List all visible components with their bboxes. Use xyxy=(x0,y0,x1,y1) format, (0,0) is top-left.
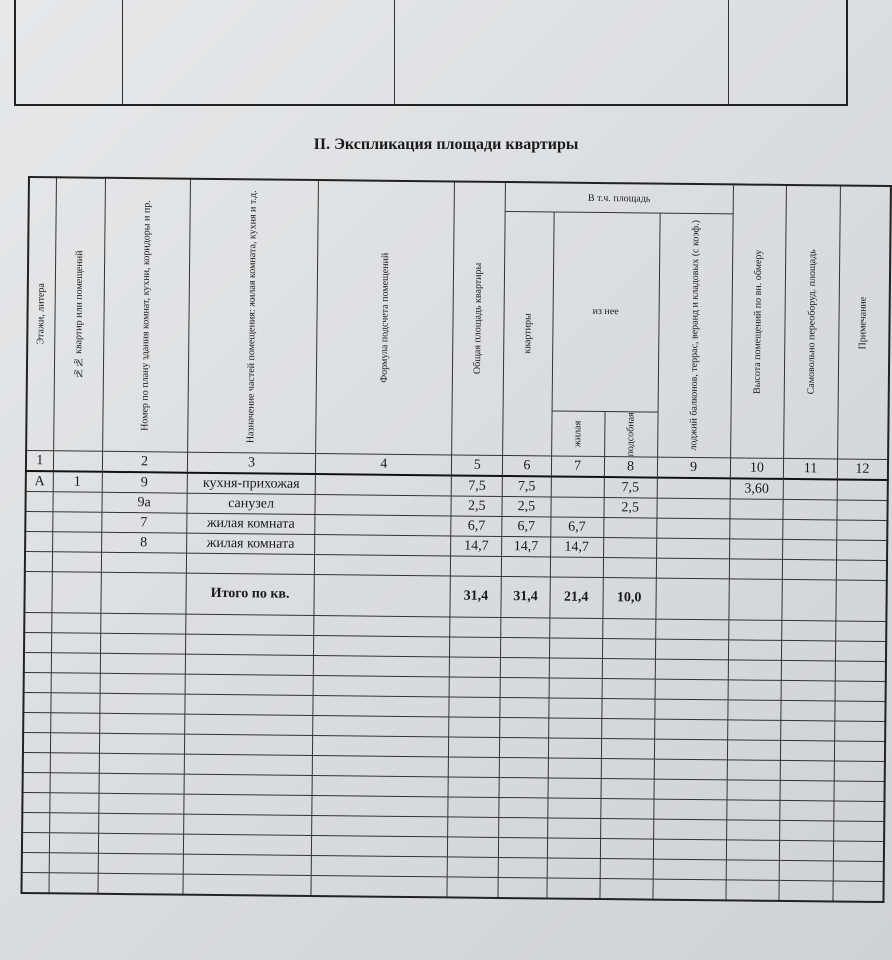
col-num: 5 xyxy=(452,455,503,476)
total-label: Итого по кв. xyxy=(185,573,314,615)
col-num: 7 xyxy=(551,456,604,477)
total-area: 31,4 xyxy=(450,576,501,618)
header-note: Примечание xyxy=(857,296,870,350)
header-formula: Формула подсчета помещений xyxy=(378,252,392,383)
cell-no: 8 xyxy=(101,532,186,553)
col-num: 9 xyxy=(657,457,730,478)
cell-name: жилая комната xyxy=(186,533,315,554)
cell-height xyxy=(729,519,783,540)
cell-apt xyxy=(53,492,102,513)
header-loggia: лоджий балконов, террас, веранд и кладовых (с коэф.) xyxy=(687,220,702,451)
col-num: 2 xyxy=(102,451,187,472)
cell-flat: 7,5 xyxy=(502,476,551,497)
cell-living: 6,7 xyxy=(550,517,603,538)
col-num: 12 xyxy=(837,459,888,480)
header-subgroup: из нее xyxy=(552,212,660,412)
cell-total: 14,7 xyxy=(451,536,502,557)
header-total-area: Общая площадь квартиры xyxy=(472,262,485,375)
cell-total: 6,7 xyxy=(451,516,502,537)
cell-floor xyxy=(25,531,52,551)
cell-height xyxy=(729,499,783,520)
cell-no: 9 xyxy=(102,472,187,493)
cell-total: 2,5 xyxy=(451,496,502,517)
cell-floor xyxy=(25,491,52,511)
header-height: Высота помещений по вн. обмеру xyxy=(751,249,765,394)
explication-table xyxy=(20,176,891,903)
cell-name: санузел xyxy=(186,493,315,514)
col-num: 4 xyxy=(316,454,452,476)
col-num: 3 xyxy=(187,452,316,474)
cell-flat: 2,5 xyxy=(502,496,551,517)
cell-floor xyxy=(25,511,52,531)
header-plan-number: Номер по плану здания комнат, кухни, коридоры и пр. xyxy=(138,199,153,431)
cell-apt xyxy=(52,532,101,553)
header-living: жилая xyxy=(571,420,584,447)
col-num: 6 xyxy=(503,455,552,476)
total-flat: 31,4 xyxy=(501,576,550,618)
cell-aux: 7,5 xyxy=(604,477,657,498)
cell-aux xyxy=(603,518,656,539)
header-apartment: №№ квартир или помещений xyxy=(72,250,85,379)
cell-height xyxy=(729,539,783,560)
cell-apt: 1 xyxy=(53,471,102,492)
header-flat: квартиры xyxy=(522,313,534,354)
total-aux: 10,0 xyxy=(602,578,655,620)
col-num: 1 xyxy=(26,450,53,471)
cell-floor: А xyxy=(26,471,53,492)
cell-living xyxy=(551,476,604,497)
previous-table-fragment xyxy=(14,0,848,106)
cell-flat: 6,7 xyxy=(502,516,551,537)
cell-living xyxy=(551,497,604,518)
cell-apt xyxy=(52,512,101,533)
cell-height: 3,60 xyxy=(730,478,784,499)
cell-total: 7,5 xyxy=(451,475,502,496)
cell-flat: 14,7 xyxy=(502,536,551,557)
cell-living: 14,7 xyxy=(550,537,603,558)
section-title: II. Экспликация площади квартиры xyxy=(313,136,579,153)
cell-name: кухня-прихожая xyxy=(187,473,316,495)
header-floor: Этажи, литера xyxy=(34,283,47,345)
header-purpose: Назначение частей помещения: жилая комната, кухня и т.д. xyxy=(245,189,260,443)
header-unauthorized: Самовольно переоборуд. площадь xyxy=(805,249,818,395)
col-num: 10 xyxy=(730,458,784,479)
header-group: В т.ч. площадь xyxy=(505,182,733,214)
header-auxiliary: подсобная xyxy=(624,412,637,457)
cell-no: 7 xyxy=(101,512,186,533)
cell-no: 9а xyxy=(101,492,186,513)
cell-aux: 2,5 xyxy=(604,498,657,519)
cell-aux xyxy=(603,538,656,559)
col-num: 8 xyxy=(604,457,657,478)
col-num: 11 xyxy=(784,458,838,479)
total-living: 21,4 xyxy=(549,577,602,619)
cell-name: жилая комната xyxy=(186,513,315,534)
